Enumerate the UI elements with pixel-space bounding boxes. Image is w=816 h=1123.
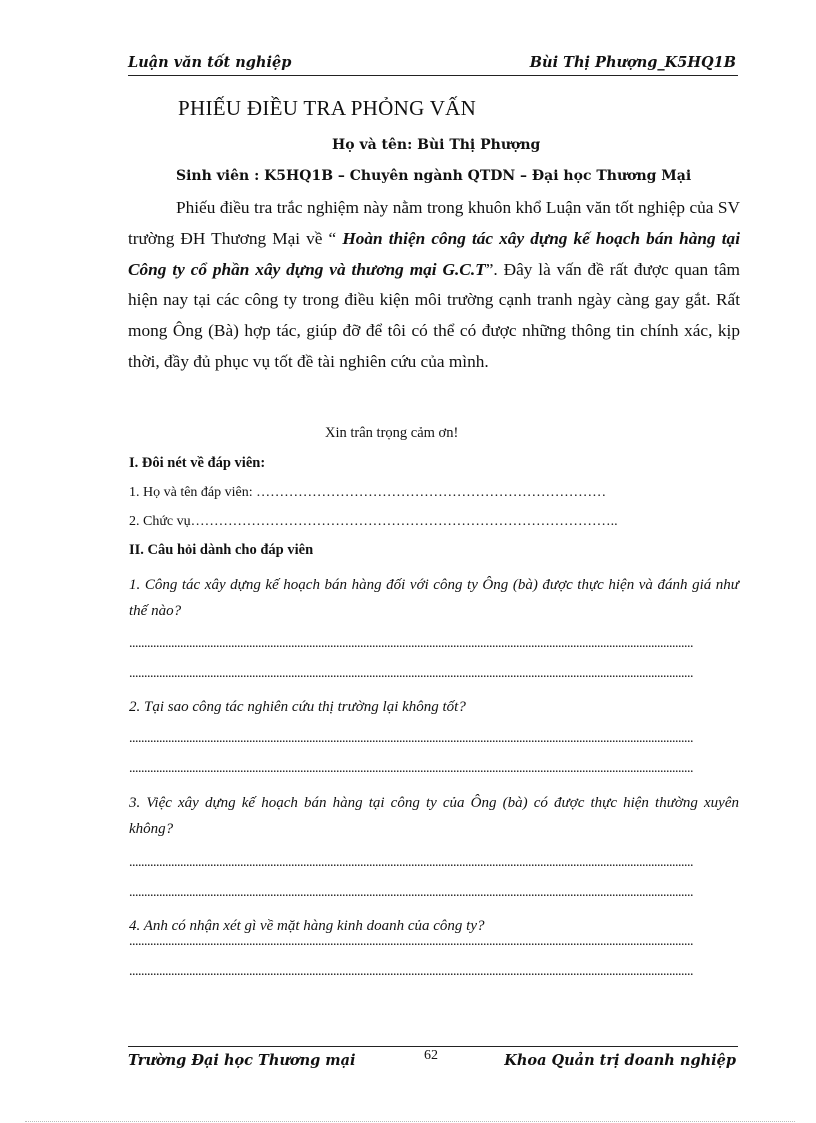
thanks-line: Xin trân trọng cảm ơn! (325, 425, 459, 441)
intro-paragraph (128, 193, 740, 378)
author-line: Họ và tên: Bùi Thị Phượng (332, 137, 541, 153)
answer-line[interactable]: ............................................................................................................................................................................................ (129, 666, 693, 681)
answer-line[interactable]: ............................................................................................................................................................................................ (129, 885, 693, 900)
answer-line[interactable]: ............................................................................................................................................................................................ (129, 934, 693, 949)
student-line: Sinh viên : K5HQ1B – Chuyên ngành QTDN – Đại học Thương Mại (176, 168, 692, 184)
header-right: Bùi Thị Phượng_K5HQ1B (529, 54, 736, 71)
answer-line[interactable]: ............................................................................................................................................................................................ (129, 855, 693, 870)
respondent-position-field[interactable]: 2. Chức vụ……………………………………………………………………………….. (129, 514, 618, 529)
footer-left: Trường Đại học Thương mại (128, 1052, 356, 1069)
page-number: 62 (424, 1048, 438, 1063)
footer-rule (128, 1046, 738, 1047)
question-1: 1. Công tác xây dựng kế hoạch bán hàng đối với công ty Ông (bà) được thực hiện và đánh giá như thế nào? (129, 577, 739, 619)
intro-part2: ”. Đây là vấn đề rất được quan tâm hiện nay tại các công ty trong điều kiện môi trường cạnh tranh ngày càng gay gắt. Rất mong Ông (Bà) hợp tác, giúp đỡ để tôi có thể có được những thông tin chính xác, kịp thời, đầy đủ phục vụ tốt đề tài nghiên cứu của mình. (128, 259, 740, 371)
answer-line[interactable]: ............................................................................................................................................................................................ (129, 964, 693, 979)
question-2: 2. Tại sao công tác nghiên cứu thị trường lại không tốt? (129, 699, 466, 715)
question-3: 3. Việc xây dựng kế hoạch bán hàng tại công ty của Ông (bà) có được thực hiện thường xuyên không? (129, 795, 739, 837)
bottom-dotted-border (25, 1121, 795, 1122)
section1-heading: I. Đôi nét về đáp viên: (129, 455, 266, 471)
header-left: Luận văn tốt nghiệp (128, 54, 292, 71)
answer-line[interactable]: ............................................................................................................................................................................................ (129, 761, 693, 776)
section2-heading: II. Câu hỏi dành cho đáp viên (129, 542, 314, 558)
intro-part1: Phiếu điều tra trắc nghiệm này nằm trong khuôn khổ Luận văn tốt nghiệp của SV trường ĐH Thương Mại về “ (128, 198, 740, 248)
intro-emphasis: Hoàn thiện công tác xây dựng kế hoạch bán hàng tại Công ty cổ phần xây dựng và thương mại G.C.T (128, 228, 740, 279)
footer-right: Khoa Quản trị doanh nghiệp (504, 1052, 736, 1069)
page-title: PHIẾU ĐIỀU TRA PHỎNG VẤN (178, 96, 477, 120)
header-rule (128, 75, 738, 76)
question-4: 4. Anh có nhận xét gì về mặt hàng kinh doanh của công ty? (129, 918, 485, 934)
answer-line[interactable]: ............................................................................................................................................................................................ (129, 636, 693, 651)
respondent-name-field[interactable]: 1. Họ và tên đáp viên: ………………………………………………………………… (129, 485, 607, 500)
answer-line[interactable]: ............................................................................................................................................................................................ (129, 731, 693, 746)
